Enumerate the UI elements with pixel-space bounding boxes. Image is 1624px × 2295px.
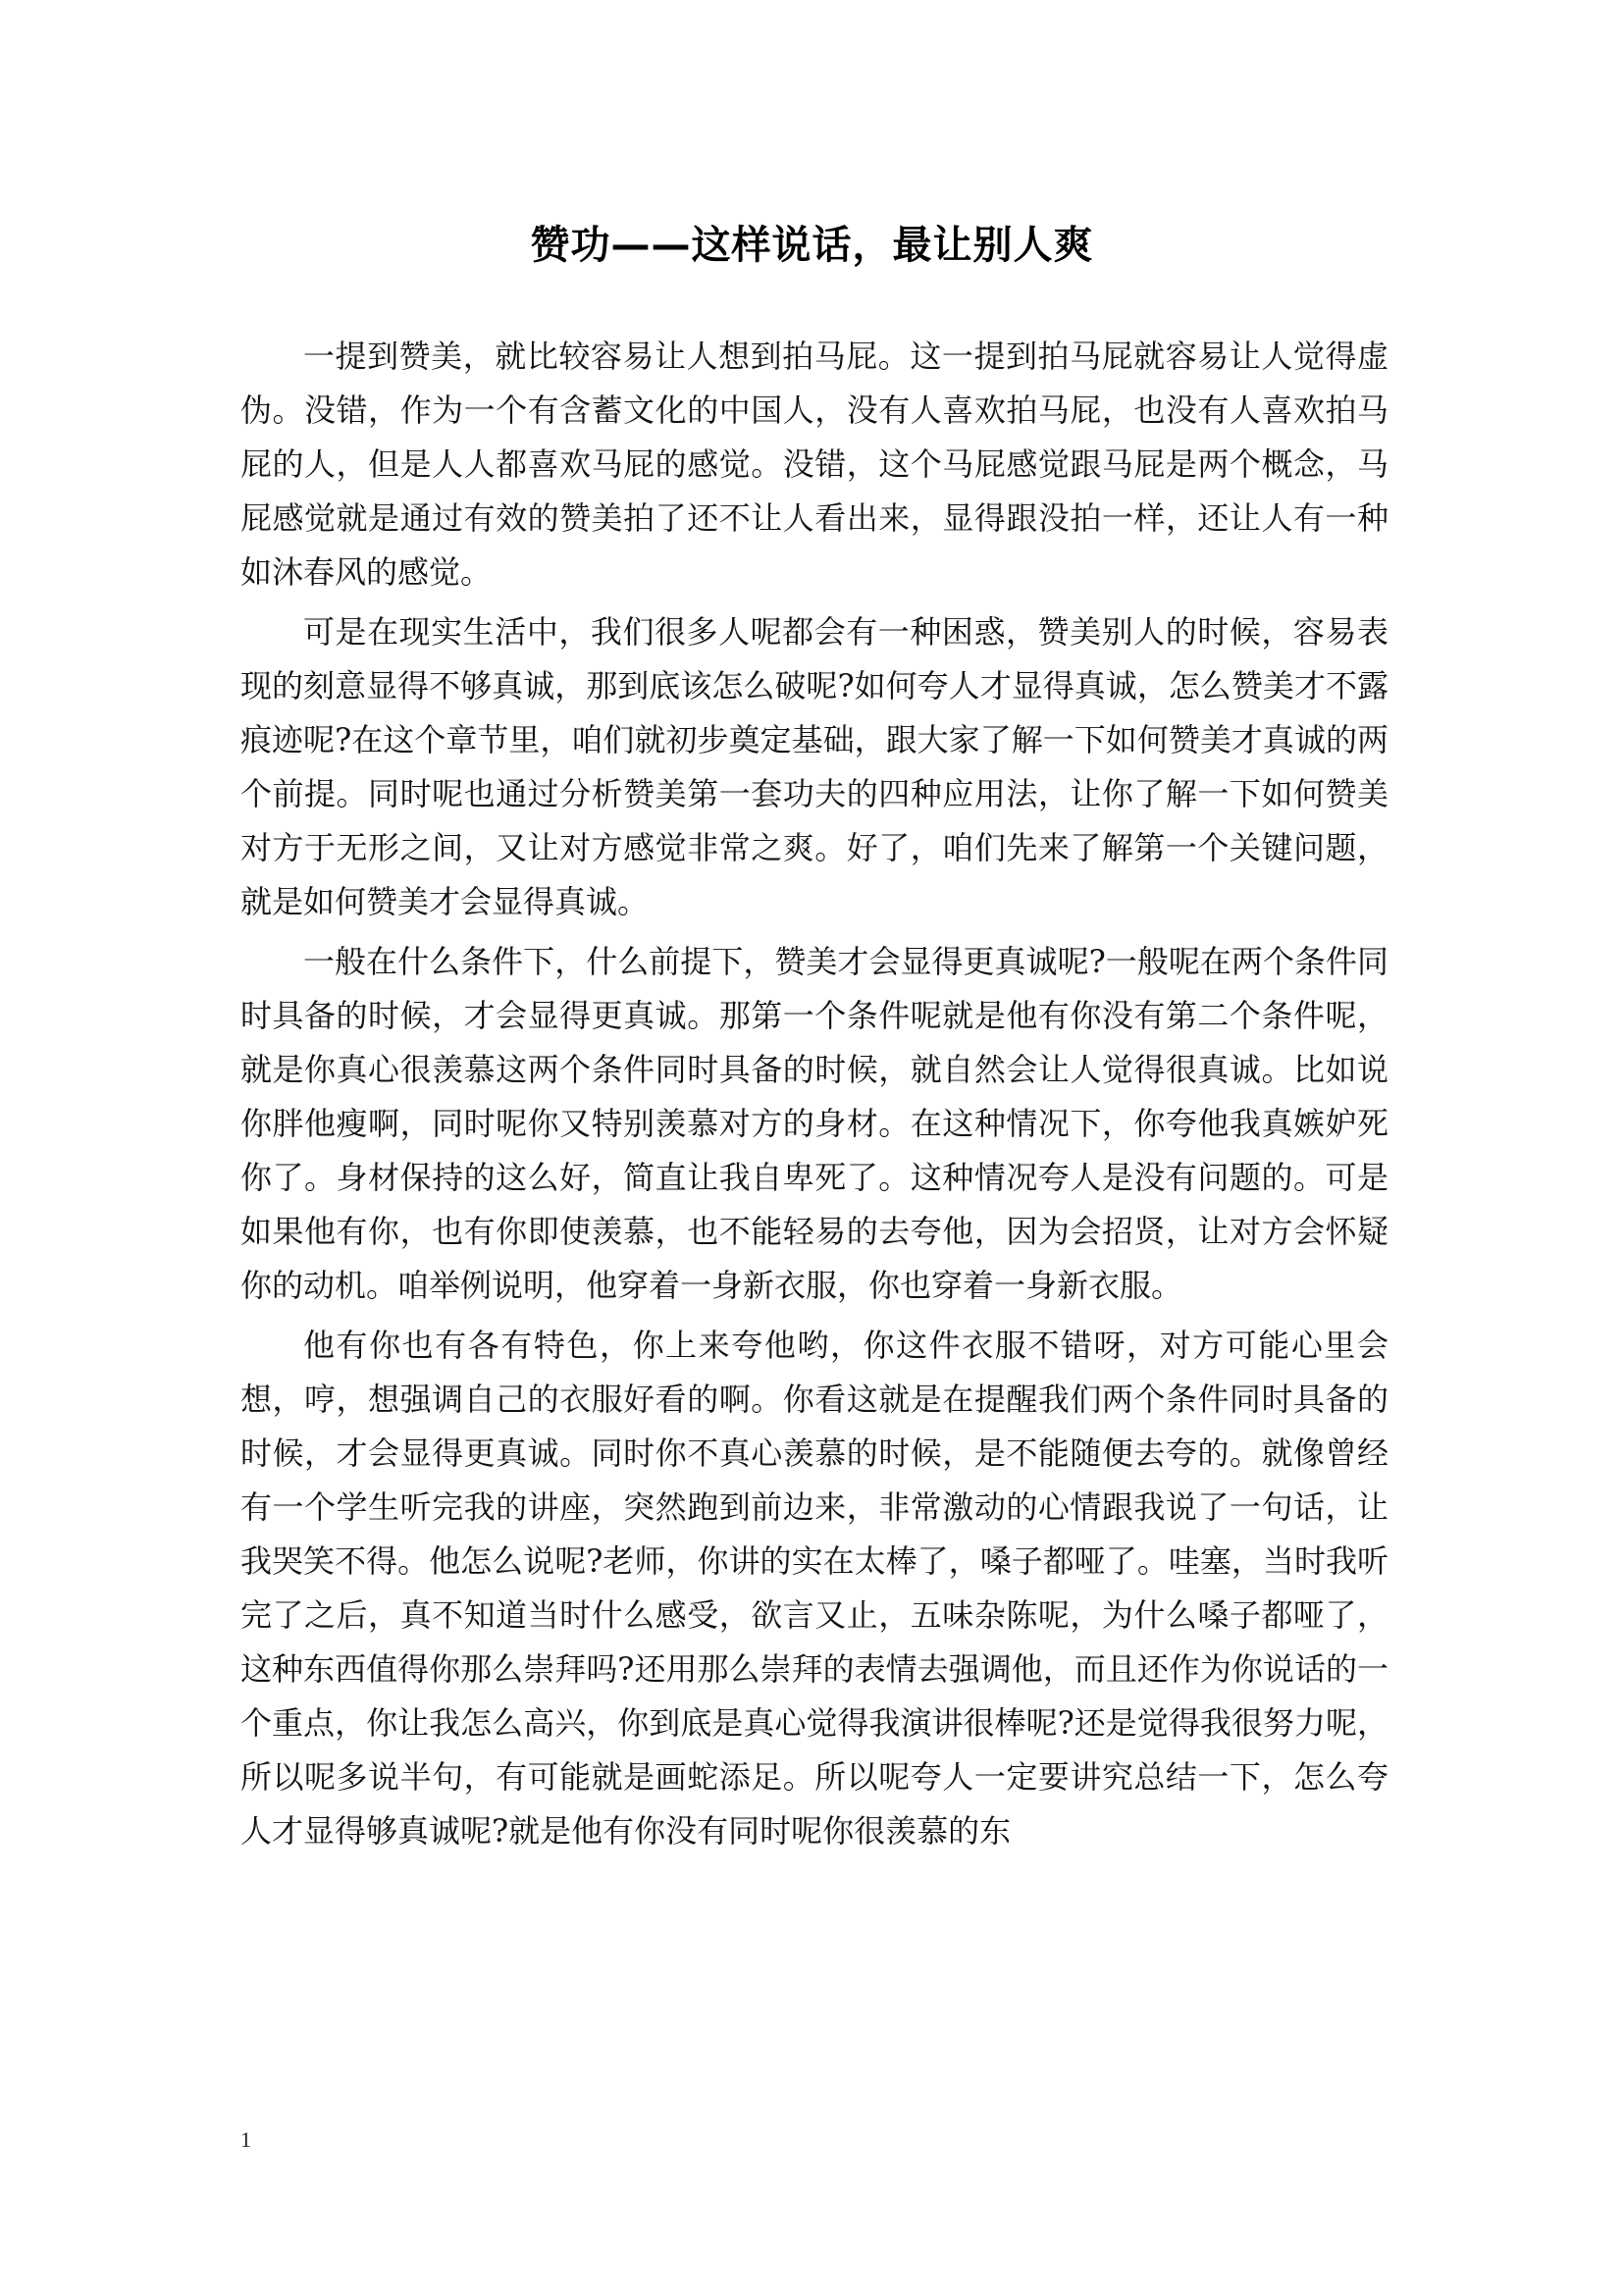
paragraph-3: 一般在什么条件下，什么前提下，赞美才会显得更真诚呢?一般呢在两个条件同时具备的时候，才会显得更真诚。那第一个条件呢就是他有你没有第二个条件呢，就是你真心很羡慕这两个条件同时具备的时候，就自然会让人觉得很真诚。比如说你胖他瘦啊，同时呢你又特别羡慕对方的身材。在这种情况下，你夸他我真嫉妒死你了。身材保持的这么好，简直让我自卑死了。这种情况夸人是没有问题的。可是如果他有你，也有你即使羡慕，也不能轻易的去夸他，因为会招贤，让对方会怀疑你的动机。咱举例说明，他穿着一身新衣服，你也穿着一身新衣服。: [240, 943, 1388, 1304]
page-number: 1: [240, 2127, 251, 2152]
paragraph-2: 可是在现实生活中，我们很多人呢都会有一种困惑，赞美别人的时候，容易表现的刻意显得不够真诚，那到底该怎么破呢?如何夸人才显得真诚，怎么赞美才不露痕迹呢?在这个章节里，咱们就初步奠定基础，跟大家了解一下如何赞美才真诚的两个前提。同时呢也通过分析赞美第一套功夫的四种应用法，让你了解一下如何赞美对方于无形之间，又让对方感觉非常之爽。好了，咱们先来了解第一个关键问题，就是如何赞美才会显得真诚。: [240, 613, 1388, 920]
paragraph-4: 他有你也有各有特色，你上来夸他哟，你这件衣服不错呀，对方可能心里会想，哼，想强调自己的衣服好看的啊。你看这就是在提醒我们两个条件同时具备的时候，才会显得更真诚。同时你不真心羡慕的时候，是不能随便去夸的。就像曾经有一个学生听完我的讲座，突然跑到前边来，非常激动的心情跟我说了一句话，让我哭笑不得。他怎么说呢?老师，你讲的实在太棒了，嗓子都哑了。哇塞，当时我听完了之后，真不知道当时什么感受，欲言又止，五味杂陈呢，为什么嗓子都哑了，这种东西值得你那么崇拜吗?还用那么崇拜的表情去强调他，而且还作为你说话的一个重点，你让我怎么高兴，你到底是真心觉得我演讲很棒呢?还是觉得我很努力呢，所以呢多说半句，有可能就是画蛇添足。所以呢夸人一定要讲究总结一下，怎么夸人才显得够真诚呢?就是他有你没有同时呢你很羡慕的东: [240, 1327, 1388, 1850]
paragraph-1: 一提到赞美，就比较容易让人想到拍马屁。这一提到拍马屁就容易让人觉得虚伪。没错，作为一个有含蓄文化的中国人，没有人喜欢拍马屁，也没有人喜欢拍马屁的人，但是人人都喜欢马屁的感觉。没错，这个马屁感觉跟马屁是两个概念，马屁感觉就是通过有效的赞美拍了还不让人看出来，显得跟没拍一样，还让人有一种如沐春风的感觉。: [240, 338, 1388, 591]
document-title: 赞功——这样说话，最让别人爽: [530, 223, 1094, 268]
document-body: [240, 330, 1388, 1864]
